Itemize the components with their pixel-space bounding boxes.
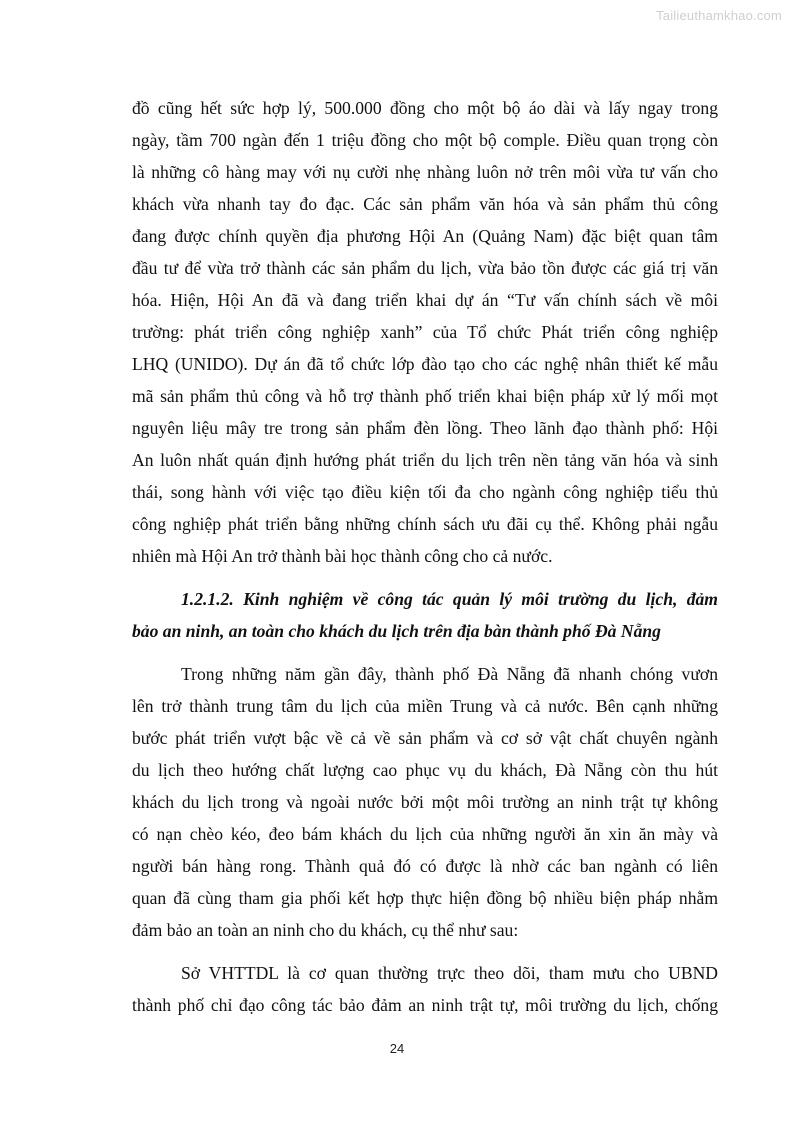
- text-line: du lịch theo hướng chất lượng cao phục vụ du khách, Đà Nẵng còn thu hút: [132, 760, 718, 780]
- text-line: quan đã cùng tham gia phối kết hợp thực hiện đồng bộ nhiều biện pháp nhằm: [132, 888, 718, 908]
- text-line: có nạn chèo kéo, đeo bám khách du lịch của những người ăn xin ăn mày và: [132, 824, 718, 844]
- text-line: thái, song hành với việc tạo điều kiện tối đa cho ngành công nghiệp tiểu thủ: [132, 482, 718, 502]
- text-line: khách du lịch trong và ngoài nước bởi một môi trường an ninh trật tự không: [132, 792, 718, 812]
- text-line: nguyên liệu mây tre trong sản phẩm đèn lồng. Theo lãnh đạo thành phố: Hội: [132, 418, 718, 438]
- text-line: đồ cũng hết sức hợp lý, 500.000 đồng cho một bộ áo dài và lấy ngay trong: [132, 98, 718, 118]
- text-line: khách vừa nhanh tay đo đạc. Các sản phẩm văn hóa và sản phẩm thủ công: [132, 194, 718, 214]
- heading-line: 1.2.1.2. Kinh nghiệm về công tác quản lý môi trường du lịch, đảm: [181, 589, 718, 609]
- text-line: mã sản phẩm thủ công và hỗ trợ thành phố triển khai biện pháp xử lý mối mọt: [132, 386, 718, 406]
- text-line: đảm bảo an toàn an ninh cho du khách, cụ thể như sau:: [132, 920, 519, 940]
- text-line: nhiên mà Hội An trở thành bài học thành công cho cả nước.: [132, 546, 553, 566]
- watermark: Tailieuthamkhao.com: [656, 8, 782, 23]
- text-line: đang được chính quyền địa phương Hội An (Quảng Nam) đặc biệt quan tâm: [132, 226, 718, 246]
- document-body: [132, 92, 718, 1021]
- page-number: 24: [389, 1041, 405, 1056]
- text-line: thành phố chỉ đạo công tác bảo đảm an ninh trật tự, môi trường du lịch, chống: [132, 995, 718, 1015]
- text-line: công nghiệp phát triển bằng những chính sách ưu đãi cụ thể. Không phải ngẫu: [132, 514, 718, 534]
- paragraph-so-vhttdl: [132, 957, 718, 1021]
- text-line: bước phát triển vượt bậc về cả về sản phẩm và cơ sở vật chất chuyên ngành: [132, 728, 718, 748]
- heading-line: bảo an ninh, an toàn cho khách du lịch trên địa bàn thành phố Đà Nẵng: [132, 621, 661, 641]
- text-line: trường: phát triển công nghiệp xanh” của Tổ chức Phát triển công nghiệp: [132, 322, 718, 342]
- text-line: LHQ (UNIDO). Dự án đã tổ chức lớp đào tạo cho các nghệ nhân thiết kế mẫu: [132, 354, 718, 374]
- paragraph-hoi-an: [132, 92, 718, 572]
- text-line: người bán hàng rong. Thành quả đó có được là nhờ các ban ngành có liên: [132, 856, 718, 876]
- text-line: ngày, tầm 700 ngàn đến 1 triệu đồng cho một bộ comple. Điều quan trọng còn: [132, 130, 718, 150]
- text-line: Trong những năm gần đây, thành phố Đà Nẵng đã nhanh chóng vươn: [181, 664, 718, 684]
- text-line: đầu tư để vừa trở thành các sản phẩm du lịch, vừa bảo tồn được các giá trị văn: [132, 258, 718, 278]
- section-heading: [132, 583, 718, 647]
- text-line: hóa. Hiện, Hội An đã và đang triển khai dự án “Tư vấn chính sách về môi: [132, 290, 718, 310]
- paragraph-da-nang: [132, 658, 718, 946]
- text-line: Sở VHTTDL là cơ quan thường trực theo dõi, tham mưu cho UBND: [181, 963, 718, 983]
- text-line: An luôn nhất quán định hướng phát triển du lịch trên nền tảng văn hóa và sinh: [132, 450, 718, 470]
- text-line: lên trở thành trung tâm du lịch của miền Trung và cả nước. Bên cạnh những: [132, 696, 718, 716]
- text-line: là những cô hàng may với nụ cười nhẹ nhàng luôn nở trên môi vừa tư vấn cho: [132, 162, 718, 182]
